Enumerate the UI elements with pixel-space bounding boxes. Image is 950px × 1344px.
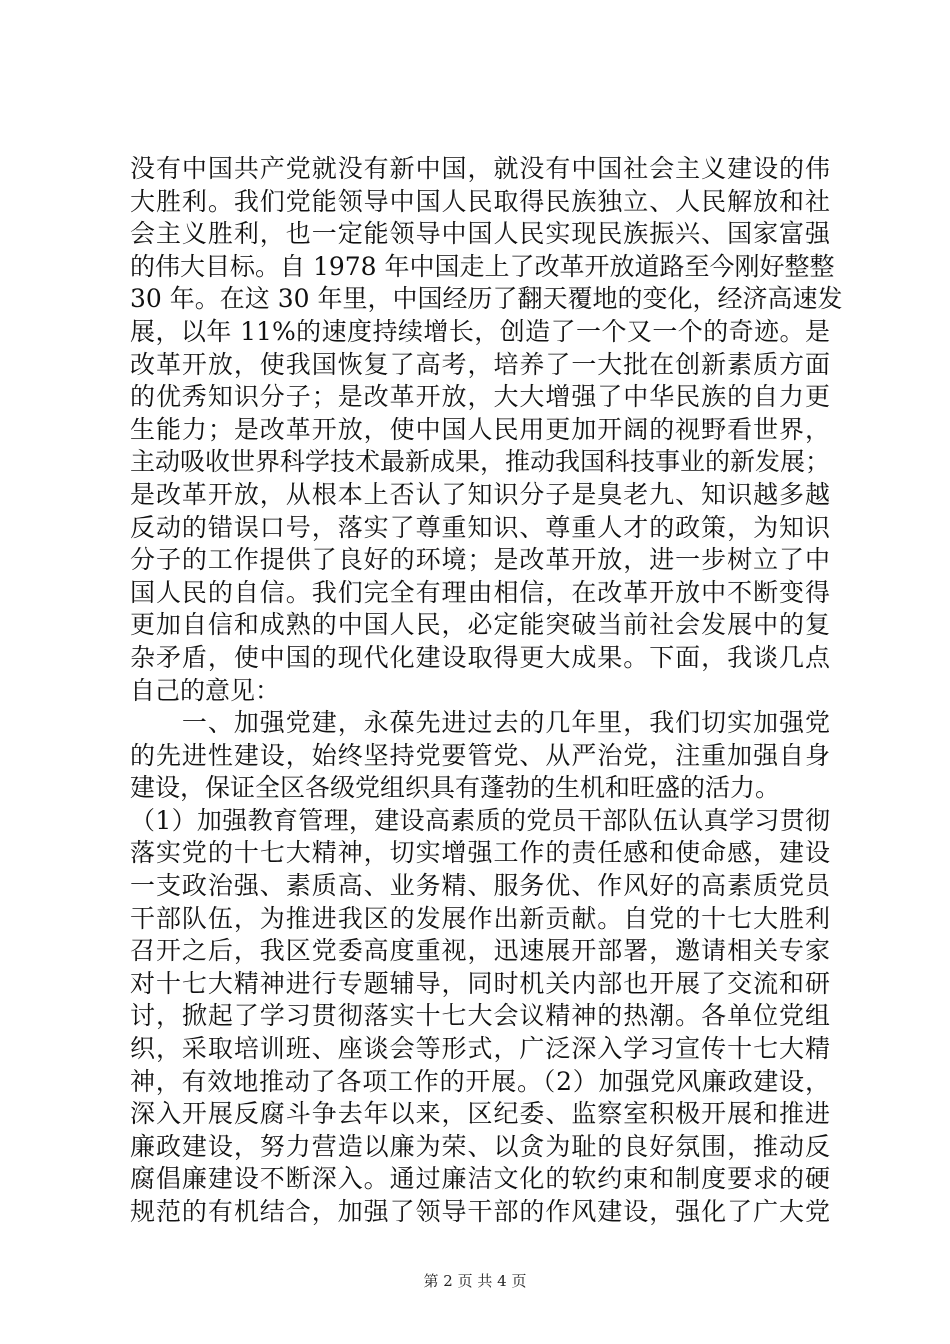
text-line: 的优秀知识分子；是改革开放，大大增强了中华民族的自力更	[130, 382, 830, 412]
text-line: 的先进性建设，始终坚持党要管党、从严治党，注重加强自身	[130, 740, 830, 770]
text-line: 30 年。在这 30 年里，中国经历了翻天覆地的变化，经济高速发	[130, 284, 843, 314]
text-line: 会主义胜利，也一定能领导中国人民实现民族振兴、国家富强	[130, 219, 830, 249]
text-line: 分子的工作提供了良好的环境；是改革开放，进一步树立了中	[130, 545, 830, 575]
text-line: 廉政建设，努力营造以廉为荣、以贪为耻的良好氛围，推动反	[130, 1131, 830, 1161]
text-line: 自己的意见：	[130, 675, 281, 705]
text-line: 干部队伍，为推进我区的发展作出新贡献。自党的十七大胜利	[130, 903, 830, 933]
text-line: 召开之后，我区党委高度重视，迅速展开部署，邀请相关专家	[130, 936, 830, 966]
text-line: 建设，保证全区各级党组织具有蓬勃的生机和旺盛的活力。	[130, 773, 781, 803]
text-line: 更加自信和成熟的中国人民，必定能突破当前社会发展中的复	[130, 610, 830, 640]
text-line: 一、加强党建，永葆先进过去的几年里，我们切实加强党	[130, 708, 830, 738]
text-line: 讨，掀起了学习贯彻落实十七大会议精神的热潮。各单位党组	[130, 1001, 830, 1031]
text-line: 主动吸收世界科学技术最新成果，推动我国科技事业的新发展；	[130, 447, 831, 477]
text-line: 织，采取培训班、座谈会等形式，广泛深入学习宣传十七大精	[130, 1034, 830, 1064]
text-line: （1）加强教育管理，建设高素质的党员干部队伍认真学习贯彻	[130, 805, 830, 835]
text-line: 一支政治强、素质高、业务精、服务优、作风好的高素质党员	[130, 871, 830, 901]
text-line: 对十七大精神进行专题辅导，同时机关内部也开展了交流和研	[130, 968, 830, 998]
text-line: 深入开展反腐斗争去年以来，区纪委、监察室积极开展和推进	[130, 1099, 830, 1129]
page-footer: 第 2 页 共 4 页	[423, 1272, 527, 1290]
text-line: 大胜利。我们党能领导中国人民取得民族独立、人民解放和社	[130, 186, 830, 216]
body-text	[130, 153, 843, 1229]
text-line: 杂矛盾，使中国的现代化建设取得更大成果。下面，我谈几点	[130, 642, 830, 672]
text-line: 改革开放，使我国恢复了高考，培养了一大批在创新素质方面	[130, 349, 830, 379]
text-line: 的伟大目标。自 1978 年中国走上了改革开放道路至今刚好整整	[130, 251, 835, 281]
text-line: 神，有效地推动了各项工作的开展。（2）加强党风廉政建设，	[130, 1066, 830, 1096]
text-line: 生能力；是改革开放，使中国人民用更加开阔的视野看世界，	[130, 414, 830, 444]
text-line: 没有中国共产党就没有新中国，就没有中国社会主义建设的伟	[130, 154, 830, 183]
text-line: 规范的有机结合，加强了领导干部的作风建设，强化了广大党	[130, 1197, 830, 1226]
text-line: 是改革开放，从根本上否认了知识分子是臭老九、知识越多越	[130, 479, 830, 509]
text-line: 展，以年 11%的速度持续增长，创造了一个又一个的奇迹。是	[130, 316, 830, 346]
text-line: 反动的错误口号，落实了尊重知识、尊重人才的政策，为知识	[130, 512, 830, 542]
text-line: 落实党的十七大精神，切实增强工作的责任感和使命感，建设	[130, 838, 830, 868]
text-line: 腐倡廉建设不断深入。通过廉洁文化的软约束和制度要求的硬	[130, 1164, 830, 1194]
text-line: 国人民的自信。我们完全有理由相信，在改革开放中不断变得	[130, 577, 830, 607]
